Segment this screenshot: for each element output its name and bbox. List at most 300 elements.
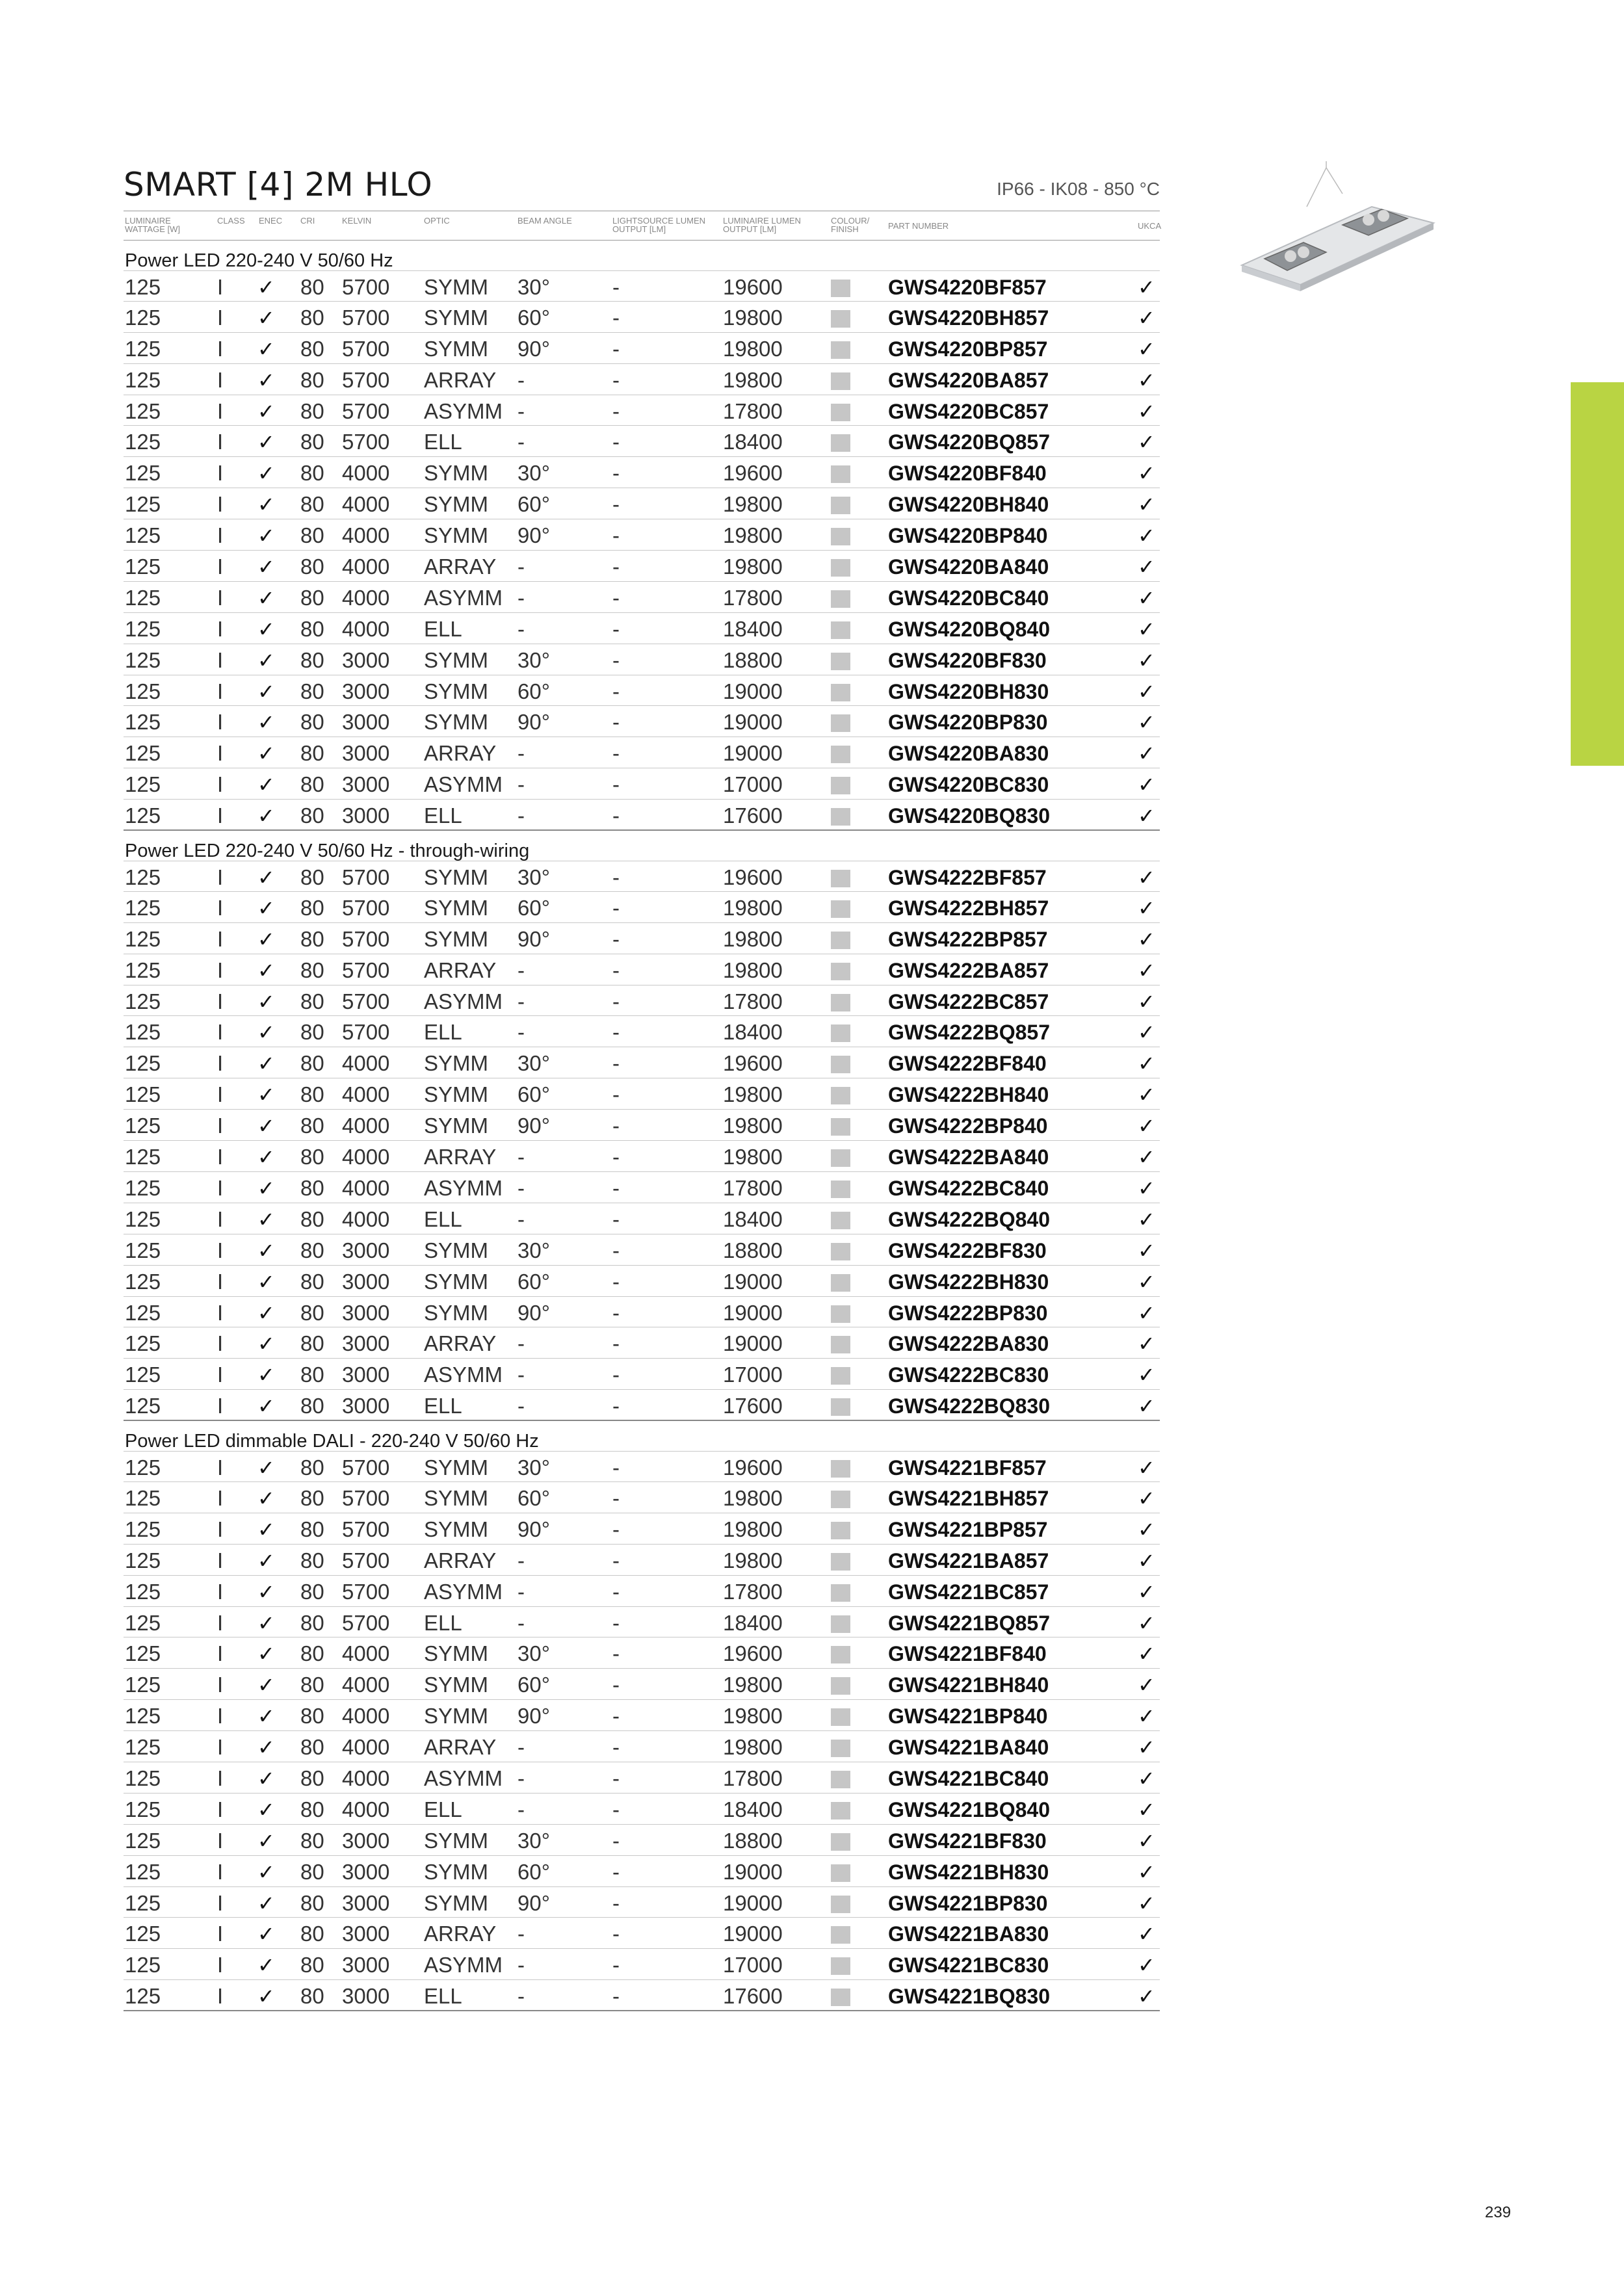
luminaire-lumen-cell: 17800 [723,585,783,610]
ukca-check-icon: ✓ [1138,1860,1155,1884]
enec-check-icon: ✓ [257,1517,275,1541]
part-number-cell: GWS4220BA840 [888,555,1049,579]
kelvin-cell: 5700 [342,1610,390,1635]
colour-swatch [831,590,850,608]
optic-cell: ELL [424,803,462,828]
luminaire-lumen-cell: 17800 [723,1766,783,1790]
enec-check-icon: ✓ [257,399,275,423]
beam-angle-cell: - [517,1020,525,1045]
cri-cell: 80 [300,1673,324,1697]
cri-cell: 80 [300,865,324,890]
enec-check-icon: ✓ [257,958,275,982]
enec-check-icon: ✓ [257,1207,275,1231]
colour-swatch [831,434,850,452]
part-number-cell: GWS4220BF857 [888,276,1047,299]
table-row [124,923,1160,954]
part-number-cell: GWS4222BF830 [888,1238,1047,1262]
colour-swatch [831,465,850,483]
beam-angle-cell: - [517,398,525,423]
cri-cell: 80 [300,895,324,920]
part-number-cell: GWS4222BQ830 [888,1394,1051,1418]
kelvin-cell: 4000 [342,1051,390,1076]
lightsource-lumen-cell: - [612,1953,620,1977]
luminaire-lumen-cell: 19600 [723,275,783,299]
optic-cell: ARRAY [424,554,497,579]
colour-swatch [831,994,850,1011]
cri-cell: 80 [300,1207,324,1231]
section-title: Power LED 220-240 V 50/60 Hz - through-wiring [125,841,530,862]
cri-cell: 80 [300,1922,324,1946]
enec-check-icon: ✓ [257,1611,275,1635]
table-row [124,1545,1160,1576]
kelvin-cell: 5700 [342,1485,390,1510]
enec-check-icon: ✓ [257,368,275,392]
wattage-cell: 125 [125,585,161,610]
lightsource-lumen-cell: - [612,1455,620,1480]
lightsource-lumen-cell: - [612,989,620,1013]
lightsource-lumen-cell: - [612,616,620,641]
optic-cell: ELL [424,1984,462,2009]
wattage-cell: 125 [125,1300,161,1325]
enec-check-icon: ✓ [257,276,275,299]
class-cell: I [217,1020,224,1045]
beam-angle-cell: 90° [517,1890,550,1915]
wattage-cell: 125 [125,1145,161,1169]
protection-rating: IP66 - IK08 - 850 °C [997,179,1160,199]
kelvin-cell: 3000 [342,1363,390,1387]
ukca-check-icon: ✓ [1138,1238,1155,1262]
colour-swatch [831,1056,850,1073]
wattage-cell: 125 [125,1517,161,1541]
optic-cell: SYMM [424,1641,488,1666]
wattage-cell: 125 [125,1735,161,1760]
optic-cell: SYMM [424,275,488,299]
luminaire-lumen-cell: 19800 [723,1485,783,1510]
enec-check-icon: ✓ [257,493,275,517]
beam-angle-cell: - [517,1175,525,1200]
wattage-cell: 125 [125,1363,161,1387]
ukca-check-icon: ✓ [1138,276,1155,299]
luminaire-lumen-cell: 19000 [723,679,783,703]
colour-swatch [831,1491,850,1508]
wattage-cell: 125 [125,461,161,486]
lightsource-lumen-cell: - [612,1610,620,1635]
header-part-number: PART NUMBER [888,221,949,231]
beam-angle-cell: 30° [517,1455,550,1480]
beam-angle-cell: 30° [517,1828,550,1853]
optic-cell: SYMM [424,1300,488,1325]
lightsource-lumen-cell: - [612,492,620,517]
colour-swatch [831,1336,850,1353]
table-row [124,519,1160,551]
wattage-cell: 125 [125,1114,161,1138]
kelvin-cell: 4000 [342,492,390,517]
class-cell: I [217,679,224,703]
class-cell: I [217,1610,224,1635]
ukca-check-icon: ✓ [1138,524,1155,548]
optic-cell: ASYMM [424,1953,503,1977]
cri-cell: 80 [300,1704,324,1729]
part-number-cell: GWS4222BC857 [888,989,1049,1013]
header-cri: CRI [300,216,315,226]
luminaire-lumen-cell: 17800 [723,1175,783,1200]
luminaire-lumen-cell: 19800 [723,1735,783,1760]
luminaire-lumen-cell: 17000 [723,1953,783,1977]
colour-swatch [831,1087,850,1104]
enec-check-icon: ✓ [257,1736,275,1760]
luminaire-lumen-cell: 17000 [723,772,783,797]
part-number-cell: GWS4221BC830 [888,1953,1049,1977]
cri-cell: 80 [300,367,324,392]
part-number-cell: GWS4220BH840 [888,493,1049,517]
ukca-check-icon: ✓ [1138,1517,1155,1541]
optic-cell: SYMM [424,1673,488,1697]
class-cell: I [217,1704,224,1729]
luminaire-lumen-cell: 19800 [723,1145,783,1169]
ukca-check-icon: ✓ [1138,1922,1155,1946]
class-cell: I [217,1517,224,1541]
beam-angle-cell: - [517,1394,525,1418]
enec-check-icon: ✓ [257,1891,275,1915]
luminaire-lumen-cell: 17000 [723,1363,783,1387]
ukca-check-icon: ✓ [1138,711,1155,735]
optic-cell: ARRAY [424,1145,497,1169]
class-cell: I [217,1735,224,1760]
beam-angle-cell: 30° [517,1051,550,1076]
page-title: SMART [4] 2M HLO [124,166,433,203]
enec-check-icon: ✓ [257,1363,275,1387]
class-cell: I [217,523,224,548]
class-cell: I [217,1579,224,1604]
lightsource-lumen-cell: - [612,554,620,579]
header-optic: OPTIC [424,216,450,226]
lightsource-lumen-cell: - [612,1890,620,1915]
wattage-cell: 125 [125,1082,161,1107]
table-row [124,861,1160,892]
ukca-check-icon: ✓ [1138,586,1155,610]
ukca-check-icon: ✓ [1138,617,1155,641]
table-row [124,1918,1160,1949]
class-cell: I [217,1859,224,1884]
class-cell: I [217,1145,224,1169]
part-number-cell: GWS4222BQ840 [888,1207,1051,1231]
optic-cell: ELL [424,1394,462,1418]
part-number-cell: GWS4222BF857 [888,866,1047,890]
beam-angle-cell: - [517,367,525,392]
wattage-cell: 125 [125,1207,161,1231]
header-luminaire-lumen: LUMINAIRE LUMEN OUTPUT [LM] [723,216,801,234]
luminaire-lumen-cell: 19800 [723,492,783,517]
enec-check-icon: ✓ [257,1548,275,1572]
luminaire-lumen-cell: 18400 [723,430,783,454]
table-row [124,1637,1160,1669]
wattage-cell: 125 [125,430,161,454]
colour-swatch [831,1989,850,2006]
luminaire-lumen-cell: 19000 [723,710,783,735]
header-class: CLASS [217,216,245,226]
colour-swatch [831,1212,850,1229]
table-row [124,364,1160,395]
class-cell: I [217,367,224,392]
class-cell: I [217,895,224,920]
part-number-cell: GWS4222BP830 [888,1301,1048,1325]
table-row [124,1669,1160,1700]
lightsource-lumen-cell: - [612,398,620,423]
cri-cell: 80 [300,1238,324,1262]
kelvin-cell: 5700 [342,1548,390,1572]
colour-swatch [831,1024,850,1042]
luminaire-lumen-cell: 18400 [723,1610,783,1635]
class-cell: I [217,1984,224,2009]
class-cell: I [217,1673,224,1697]
class-cell: I [217,1207,224,1231]
cri-cell: 80 [300,772,324,797]
lightsource-lumen-cell: - [612,1548,620,1572]
optic-cell: SYMM [424,926,488,951]
colour-swatch [831,1646,850,1663]
wattage-cell: 125 [125,616,161,641]
optic-cell: ARRAY [424,1548,497,1572]
colour-swatch [831,900,850,918]
cri-cell: 80 [300,1735,324,1760]
beam-angle-cell: - [517,430,525,454]
class-cell: I [217,1890,224,1915]
part-number-cell: GWS4221BC840 [888,1766,1049,1790]
table-row [124,270,1160,302]
table-row [124,1825,1160,1856]
kelvin-cell: 5700 [342,895,390,920]
optic-cell: ASYMM [424,1363,503,1387]
table-row [124,613,1160,644]
ukca-check-icon: ✓ [1138,1332,1155,1356]
colour-swatch [831,372,850,390]
wattage-cell: 125 [125,1828,161,1853]
wattage-cell: 125 [125,1797,161,1821]
lightsource-lumen-cell: - [612,1238,620,1262]
luminaire-lumen-cell: 19800 [723,336,783,361]
colour-swatch [831,1802,850,1820]
beam-angle-cell: 90° [517,1517,550,1541]
lightsource-lumen-cell: - [612,1145,620,1169]
enec-check-icon: ✓ [257,1238,275,1262]
beam-angle-cell: - [517,803,525,828]
part-number-cell: GWS4221BF857 [888,1456,1047,1480]
wattage-cell: 125 [125,1485,161,1510]
cri-cell: 80 [300,275,324,299]
colour-swatch [831,684,850,701]
class-cell: I [217,989,224,1013]
class-cell: I [217,305,224,330]
cri-cell: 80 [300,1890,324,1915]
part-number-cell: GWS4221BC857 [888,1580,1049,1604]
part-number-cell: GWS4220BC830 [888,773,1049,797]
cri-cell: 80 [300,1082,324,1107]
wattage-cell: 125 [125,895,161,920]
ukca-check-icon: ✓ [1138,1704,1155,1729]
ukca-check-icon: ✓ [1138,742,1155,766]
class-cell: I [217,1922,224,1946]
lightsource-lumen-cell: - [612,958,620,982]
ukca-check-icon: ✓ [1138,1052,1155,1076]
class-cell: I [217,1548,224,1572]
table-row [124,1451,1160,1482]
optic-cell: ARRAY [424,367,497,392]
beam-angle-cell: - [517,1331,525,1356]
lightsource-lumen-cell: - [612,1082,620,1107]
lightsource-lumen-cell: - [612,1300,620,1325]
wattage-cell: 125 [125,275,161,299]
optic-cell: SYMM [424,1114,488,1138]
cri-cell: 80 [300,1051,324,1076]
kelvin-cell: 4000 [342,1797,390,1821]
enec-check-icon: ✓ [257,711,275,735]
part-number-cell: GWS4220BQ830 [888,804,1051,828]
table-row [124,1980,1160,2011]
table-row [124,551,1160,582]
part-number-cell: GWS4221BP830 [888,1891,1048,1915]
class-cell: I [217,430,224,454]
kelvin-cell: 5700 [342,926,390,951]
optic-cell: SYMM [424,1269,488,1294]
part-number-cell: GWS4222BC840 [888,1176,1049,1200]
cri-cell: 80 [300,585,324,610]
cri-cell: 80 [300,1766,324,1790]
beam-angle-cell: 60° [517,305,550,330]
optic-cell: ELL [424,1610,462,1635]
wattage-cell: 125 [125,1641,161,1666]
part-number-cell: GWS4220BH830 [888,679,1049,703]
table-row [124,1047,1160,1078]
colour-swatch [831,1118,850,1136]
lightsource-lumen-cell: - [612,1735,620,1760]
lightsource-lumen-cell: - [612,1175,620,1200]
part-number-cell: GWS4220BH857 [888,306,1049,330]
class-cell: I [217,710,224,735]
optic-cell: ELL [424,1797,462,1821]
ukca-check-icon: ✓ [1138,1829,1155,1853]
beam-angle-cell: 60° [517,1269,550,1294]
class-cell: I [217,1175,224,1200]
beam-angle-cell: 60° [517,1859,550,1884]
optic-cell: ELL [424,616,462,641]
kelvin-cell: 5700 [342,305,390,330]
colour-swatch [831,1522,850,1539]
cri-cell: 80 [300,461,324,486]
luminaire-lumen-cell: 17600 [723,803,783,828]
enec-check-icon: ✓ [257,1332,275,1356]
kelvin-cell: 3000 [342,741,390,766]
cri-cell: 80 [300,741,324,766]
part-number-cell: GWS4222BP857 [888,927,1048,951]
kelvin-cell: 3000 [342,1269,390,1294]
class-cell: I [217,1051,224,1076]
lightsource-lumen-cell: - [612,275,620,299]
kelvin-cell: 3000 [342,1300,390,1325]
part-number-cell: GWS4220BF830 [888,648,1047,672]
class-cell: I [217,1238,224,1262]
cri-cell: 80 [300,1175,324,1200]
cri-cell: 80 [300,1548,324,1572]
enec-check-icon: ✓ [257,1953,275,1977]
enec-check-icon: ✓ [257,524,275,548]
wattage-cell: 125 [125,710,161,735]
beam-angle-cell: 90° [517,1704,550,1729]
wattage-cell: 125 [125,647,161,672]
optic-cell: ASYMM [424,1175,503,1200]
table-row [124,768,1160,800]
optic-cell: SYMM [424,336,488,361]
class-cell: I [217,1828,224,1853]
enec-check-icon: ✓ [257,430,275,454]
beam-angle-cell: - [517,958,525,982]
header-enec: ENEC [259,216,283,226]
wattage-cell: 125 [125,679,161,703]
optic-cell: SYMM [424,1051,488,1076]
colour-swatch [831,1740,850,1757]
ukca-check-icon: ✓ [1138,306,1155,330]
colour-swatch [831,1677,850,1695]
lightsource-lumen-cell: - [612,647,620,672]
lightsource-lumen-cell: - [612,1828,620,1853]
table-row [124,1576,1160,1607]
enec-check-icon: ✓ [257,1704,275,1729]
lightsource-lumen-cell: - [612,710,620,735]
table-row [124,302,1160,333]
kelvin-cell: 4000 [342,1145,390,1169]
wattage-cell: 125 [125,989,161,1013]
wattage-cell: 125 [125,803,161,828]
ukca-check-icon: ✓ [1138,1176,1155,1200]
beam-angle-cell: - [517,1363,525,1387]
table-body [124,241,1160,2011]
kelvin-cell: 5700 [342,367,390,392]
ukca-check-icon: ✓ [1138,1766,1155,1790]
optic-cell: ARRAY [424,1331,497,1356]
table-row [124,985,1160,1017]
wattage-cell: 125 [125,1548,161,1572]
lightsource-lumen-cell: - [612,305,620,330]
lightsource-lumen-cell: - [612,1984,620,2009]
luminaire-lumen-cell: 18800 [723,647,783,672]
class-cell: I [217,1953,224,1977]
beam-angle-cell: 90° [517,1300,550,1325]
class-cell: I [217,647,224,672]
kelvin-cell: 4000 [342,1082,390,1107]
optic-cell: ELL [424,430,462,454]
colour-swatch [831,404,850,421]
ukca-check-icon: ✓ [1138,1456,1155,1480]
lightsource-lumen-cell: - [612,461,620,486]
lightsource-lumen-cell: - [612,1331,620,1356]
beam-angle-cell: 30° [517,1238,550,1262]
part-number-cell: GWS4221BF830 [888,1829,1047,1853]
cri-cell: 80 [300,1517,324,1541]
beam-angle-cell: 30° [517,1641,550,1666]
luminaire-lumen-cell: 17800 [723,1579,783,1604]
luminaire-lumen-cell: 17800 [723,989,783,1013]
cri-cell: 80 [300,1114,324,1138]
table-row [124,644,1160,675]
beam-angle-cell: - [517,1579,525,1604]
colour-swatch [831,1181,850,1198]
beam-angle-cell: - [517,1207,525,1231]
optic-cell: ASYMM [424,585,503,610]
cri-cell: 80 [300,1828,324,1853]
cri-cell: 80 [300,1394,324,1418]
beam-angle-cell: - [517,1797,525,1821]
class-cell: I [217,741,224,766]
lightsource-lumen-cell: - [612,1394,620,1418]
